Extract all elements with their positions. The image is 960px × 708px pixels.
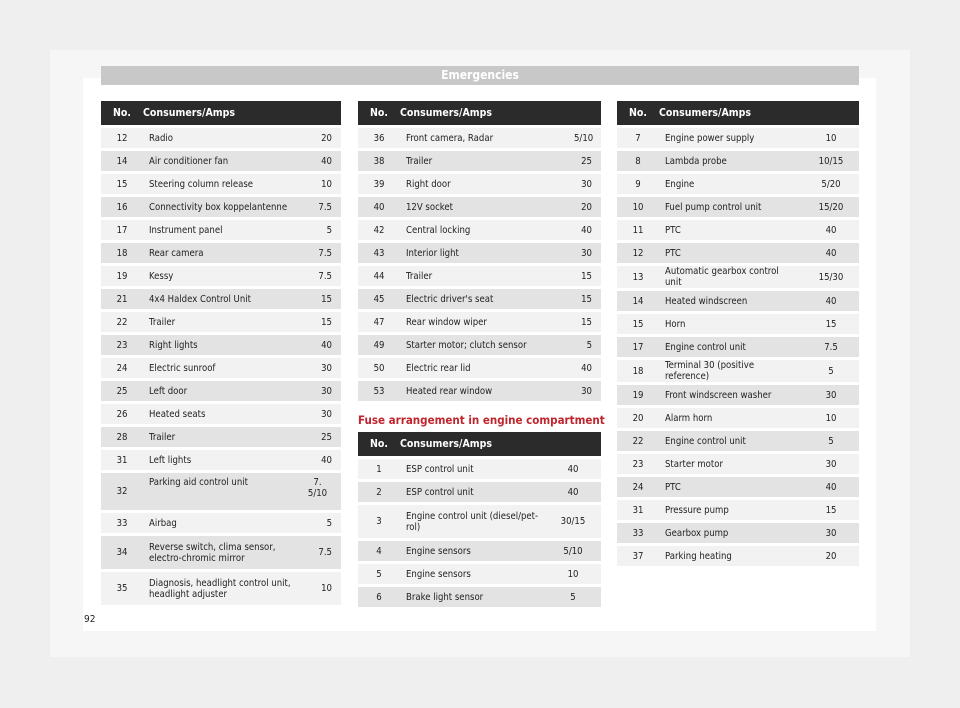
fuse-amps: 7.5 (297, 265, 341, 288)
fuse-amps: 15 (297, 311, 341, 334)
fuse-number: 40 (358, 196, 400, 219)
fuse-consumer: Heated windscreen (659, 290, 803, 313)
fuse-amps: 15 (568, 265, 601, 288)
table-row (358, 265, 601, 288)
table-row (101, 449, 341, 472)
column-header-blank (568, 101, 601, 127)
fuse-consumer: Engine control unit (659, 430, 803, 453)
fuse-number: 44 (358, 265, 400, 288)
fuse-number: 47 (358, 311, 400, 334)
fuse-number: 26 (101, 403, 143, 426)
fuse-amps: 7.5 (297, 535, 341, 571)
fuse-amps: 10 (803, 127, 859, 150)
fuse-number: 14 (617, 290, 659, 313)
table-row (358, 127, 601, 150)
fuse-number: 9 (617, 173, 659, 196)
fuse-number: 23 (617, 453, 659, 476)
table-row (101, 512, 341, 535)
table-row (101, 357, 341, 380)
column-header-blank (545, 432, 601, 458)
fuse-number: 22 (617, 430, 659, 453)
fuse-amps: 40 (545, 481, 601, 504)
fuse-number: 42 (358, 219, 400, 242)
table-row (101, 380, 341, 403)
table-row (101, 311, 341, 334)
fuse-amps: 15 (568, 311, 601, 334)
fuse-amps: 5/10 (545, 540, 601, 563)
fuse-number: 14 (101, 150, 143, 173)
fuse-number: 8 (617, 150, 659, 173)
fuse-consumer: Left door (143, 380, 297, 403)
fuse-number: 53 (358, 380, 400, 402)
fuse-amps: 10 (297, 571, 341, 606)
fuse-consumer: ESP control unit (400, 481, 545, 504)
fuse-amps: 40 (803, 219, 859, 242)
fuse-consumer: Diagnosis, headlight control unit, headlight adjuster (143, 571, 297, 606)
fuse-amps: 15 (297, 288, 341, 311)
fuse-consumer: Airbag (143, 512, 297, 535)
fuse-consumer: PTC (659, 476, 803, 499)
table-row (358, 481, 601, 504)
fuse-consumer: Connectivity box koppelantenne (143, 196, 297, 219)
fuse-consumer: Kessy (143, 265, 297, 288)
fuse-consumer: Instrument panel (143, 219, 297, 242)
column-header-blank (297, 101, 341, 127)
fuse-consumer: Left lights (143, 449, 297, 472)
fuse-amps: 5 (545, 586, 601, 608)
fuse-number: 33 (101, 512, 143, 535)
fuse-consumer: Brake light sensor (400, 586, 545, 608)
fuse-consumer: Engine control unit (diesel/pet-rol) (400, 504, 545, 540)
fuse-consumer: Heated seats (143, 403, 297, 426)
table-row (101, 196, 341, 219)
fuse-number: 24 (617, 476, 659, 499)
fuse-number: 18 (617, 359, 659, 384)
fuse-number: 45 (358, 288, 400, 311)
table-row (617, 453, 859, 476)
fuse-amps: 30 (803, 522, 859, 545)
table-row (617, 476, 859, 499)
fuse-amps: 15 (803, 499, 859, 522)
table-row (101, 127, 341, 150)
fuse-amps: 30 (803, 384, 859, 407)
fuse-consumer: Engine control unit (659, 336, 803, 359)
column-header-consumers: Consumers/Amps (400, 101, 568, 127)
fuse-number: 35 (101, 571, 143, 606)
fuse-amps: 40 (803, 242, 859, 265)
fuse-consumer: Terminal 30 (positive reference) (659, 359, 803, 384)
fuse-number: 17 (101, 219, 143, 242)
fuse-consumer: Electric sunroof (143, 357, 297, 380)
fuse-number: 28 (101, 426, 143, 449)
section-header: Emergencies (101, 66, 859, 85)
page-number: 92 (84, 614, 96, 625)
fuse-consumer: ESP control unit (400, 458, 545, 481)
table-row (617, 499, 859, 522)
table-row (617, 265, 859, 290)
fuse-amps: 25 (297, 426, 341, 449)
fuse-consumer: Heated rear window (400, 380, 568, 402)
table-row (358, 586, 601, 608)
table-row (358, 357, 601, 380)
fuse-amps: 5 (568, 334, 601, 357)
table-row (617, 313, 859, 336)
table-row (358, 288, 601, 311)
table-row (617, 196, 859, 219)
table-row (617, 173, 859, 196)
fuse-number: 10 (617, 196, 659, 219)
fuse-amps: 20 (297, 127, 341, 150)
fuse-consumer: PTC (659, 219, 803, 242)
column-header-blank (803, 101, 859, 127)
fuse-consumer: PTC (659, 242, 803, 265)
table-row (101, 571, 341, 606)
fuse-amps: 10 (545, 563, 601, 586)
fuse-consumer: Parking heating (659, 545, 803, 567)
fuse-consumer: Front windscreen washer (659, 384, 803, 407)
fuse-number: 38 (358, 150, 400, 173)
fuse-consumer: Reverse switch, clima sensor, electro-chromic mirror (143, 535, 297, 571)
fuse-number: 1 (358, 458, 400, 481)
fuse-amps: 7. 5/10 (297, 472, 341, 512)
fuse-amps: 40 (297, 449, 341, 472)
fuse-consumer: Rear window wiper (400, 311, 568, 334)
fuse-amps: 5/10 (568, 127, 601, 150)
fuse-number: 31 (617, 499, 659, 522)
fuse-number: 12 (617, 242, 659, 265)
fuse-number: 22 (101, 311, 143, 334)
table-row (617, 545, 859, 567)
fuse-consumer: Fuel pump control unit (659, 196, 803, 219)
fuse-table-left (101, 101, 341, 605)
fuse-consumer: Interior light (400, 242, 568, 265)
fuse-amps: 5 (803, 359, 859, 384)
table-row (358, 380, 601, 402)
table-row (358, 504, 601, 540)
fuse-consumer: Engine sensors (400, 540, 545, 563)
fuse-number: 16 (101, 196, 143, 219)
fuse-consumer: Trailer (400, 265, 568, 288)
fuse-consumer: Automatic gearbox control unit (659, 265, 803, 290)
fuse-number: 5 (358, 563, 400, 586)
fuse-amps: 20 (568, 196, 601, 219)
table-row (617, 150, 859, 173)
fuse-number: 13 (617, 265, 659, 290)
fuse-number: 49 (358, 334, 400, 357)
fuse-amps: 40 (568, 357, 601, 380)
fuse-amps: 10 (803, 407, 859, 430)
fuse-number: 32 (101, 472, 143, 512)
fuse-consumer: 4x4 Haldex Control Unit (143, 288, 297, 311)
column-header-consumers: Consumers/Amps (659, 101, 803, 127)
fuse-amps: 25 (568, 150, 601, 173)
fuse-number: 17 (617, 336, 659, 359)
table-row (101, 219, 341, 242)
fuse-consumer: Gearbox pump (659, 522, 803, 545)
table-row (617, 242, 859, 265)
fuse-amps: 40 (568, 219, 601, 242)
fuse-consumer: Trailer (143, 426, 297, 449)
subsection-title: Fuse arrangement in engine compartment (358, 413, 605, 427)
fuse-number: 2 (358, 481, 400, 504)
fuse-amps: 10/15 (803, 150, 859, 173)
fuse-number: 24 (101, 357, 143, 380)
fuse-table-right (617, 101, 859, 566)
fuse-consumer: Right lights (143, 334, 297, 357)
fuse-amps: 40 (297, 334, 341, 357)
table-row (358, 458, 601, 481)
fuse-number: 39 (358, 173, 400, 196)
fuse-amps: 30 (568, 173, 601, 196)
column-header-no: No. (358, 101, 400, 127)
table-row (617, 219, 859, 242)
table-row (617, 127, 859, 150)
table-row (617, 336, 859, 359)
fuse-amps: 40 (803, 476, 859, 499)
table-row (101, 242, 341, 265)
table-row (101, 426, 341, 449)
fuse-number: 43 (358, 242, 400, 265)
fuse-amps: 15/30 (803, 265, 859, 290)
table-row (101, 472, 341, 512)
table-row (358, 334, 601, 357)
fuse-consumer: Alarm horn (659, 407, 803, 430)
fuse-consumer: Lambda probe (659, 150, 803, 173)
fuse-consumer: Right door (400, 173, 568, 196)
fuse-consumer: Engine power supply (659, 127, 803, 150)
fuse-consumer: Electric driver's seat (400, 288, 568, 311)
table-row (101, 173, 341, 196)
column-header-consumers: Consumers/Amps (143, 101, 297, 127)
fuse-amps: 30 (297, 357, 341, 380)
fuse-number: 15 (101, 173, 143, 196)
fuse-number: 7 (617, 127, 659, 150)
fuse-consumer: Steering column release (143, 173, 297, 196)
fuse-consumer: Engine sensors (400, 563, 545, 586)
fuse-consumer: Trailer (400, 150, 568, 173)
table-row (358, 219, 601, 242)
fuse-number: 20 (617, 407, 659, 430)
fuse-consumer: Engine (659, 173, 803, 196)
table-row (617, 430, 859, 453)
table-row (101, 535, 341, 571)
table-row (358, 173, 601, 196)
table-row (358, 242, 601, 265)
column-header-no: No. (358, 432, 400, 458)
fuse-consumer: Radio (143, 127, 297, 150)
fuse-number: 3 (358, 504, 400, 540)
fuse-consumer: 12V socket (400, 196, 568, 219)
column-header-consumers: Consumers/Amps (400, 432, 545, 458)
fuse-number: 4 (358, 540, 400, 563)
table-row (617, 407, 859, 430)
fuse-amps: 30 (803, 453, 859, 476)
table-row (358, 196, 601, 219)
table-row (617, 359, 859, 384)
fuse-number: 36 (358, 127, 400, 150)
fuse-consumer: Air conditioner fan (143, 150, 297, 173)
fuse-number: 19 (101, 265, 143, 288)
table-row (617, 522, 859, 545)
fuse-consumer: Central locking (400, 219, 568, 242)
table-row (358, 311, 601, 334)
fuse-amps: 5 (803, 430, 859, 453)
table-row (101, 265, 341, 288)
fuse-amps: 7.5 (803, 336, 859, 359)
fuse-number: 11 (617, 219, 659, 242)
fuse-amps: 30/15 (545, 504, 601, 540)
table-row (358, 540, 601, 563)
fuse-amps: 40 (803, 290, 859, 313)
fuse-consumer: Horn (659, 313, 803, 336)
table-row (101, 150, 341, 173)
fuse-number: 6 (358, 586, 400, 608)
column-header-no: No. (617, 101, 659, 127)
table-row (101, 403, 341, 426)
fuse-amps: 5 (297, 512, 341, 535)
table-row (617, 290, 859, 313)
fuse-consumer: Starter motor; clutch sensor (400, 334, 568, 357)
fuse-number: 19 (617, 384, 659, 407)
fuse-amps: 30 (568, 380, 601, 402)
fuse-amps: 5 (297, 219, 341, 242)
fuse-amps: 15 (568, 288, 601, 311)
fuse-amps: 40 (297, 150, 341, 173)
fuse-number: 23 (101, 334, 143, 357)
fuse-number: 37 (617, 545, 659, 567)
fuse-amps: 30 (568, 242, 601, 265)
fuse-number: 31 (101, 449, 143, 472)
fuse-amps: 7.5 (297, 242, 341, 265)
fuse-amps: 15 (803, 313, 859, 336)
fuse-number: 12 (101, 127, 143, 150)
fuse-consumer: Electric rear lid (400, 357, 568, 380)
fuse-amps: 10 (297, 173, 341, 196)
fuse-number: 50 (358, 357, 400, 380)
fuse-consumer: Front camera, Radar (400, 127, 568, 150)
table-row (101, 288, 341, 311)
fuse-amps: 5/20 (803, 173, 859, 196)
fuse-number: 18 (101, 242, 143, 265)
fuse-consumer: Starter motor (659, 453, 803, 476)
fuse-amps: 7.5 (297, 196, 341, 219)
fuse-consumer: Parking aid control unit (143, 472, 297, 512)
fuse-number: 21 (101, 288, 143, 311)
fuse-amps: 20 (803, 545, 859, 567)
fuse-table-middle (358, 101, 601, 401)
fuse-consumer: Rear camera (143, 242, 297, 265)
fuse-number: 25 (101, 380, 143, 403)
fuse-amps: 40 (545, 458, 601, 481)
column-header-no: No. (101, 101, 143, 127)
fuse-number: 33 (617, 522, 659, 545)
fuse-amps: 30 (297, 403, 341, 426)
table-row (358, 150, 601, 173)
fuse-consumer: Pressure pump (659, 499, 803, 522)
fuse-number: 34 (101, 535, 143, 571)
fuse-number: 15 (617, 313, 659, 336)
table-row (358, 563, 601, 586)
fuse-amps: 30 (297, 380, 341, 403)
table-row (617, 384, 859, 407)
fuse-amps: 15/20 (803, 196, 859, 219)
fuse-consumer: Trailer (143, 311, 297, 334)
fuse-table-engine (358, 432, 601, 607)
table-row (101, 334, 341, 357)
